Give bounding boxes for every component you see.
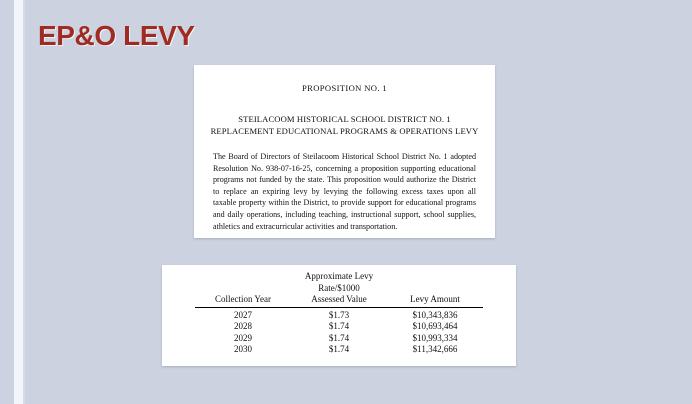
left-stripe-edge bbox=[23, 0, 25, 404]
proposition-subheading-line1: STEILACOOM HISTORICAL SCHOOL DISTRICT NO. 1 bbox=[238, 114, 451, 124]
column-header-collection-year bbox=[195, 271, 291, 307]
column-header-levy-rate-line2: Rate/$1000 bbox=[318, 282, 360, 293]
cell-levy-rate: $1.74 bbox=[328, 344, 350, 354]
cell-collection-year: 2027 bbox=[234, 309, 252, 320]
cell-levy-amount: $11,342,666 bbox=[412, 344, 458, 354]
levy-table-card bbox=[162, 265, 516, 366]
column-header-levy-rate bbox=[291, 271, 387, 307]
proposition-card bbox=[194, 65, 495, 238]
cell-levy-amount: $10,993,334 bbox=[412, 332, 458, 343]
proposition-body-text: The Board of Directors of Steilacoom Historical School District No. 1 adopted Resolution No. 938-07-16-25, concerning a proposition supporting educational programs not funded by the state. This proposition would authorize the District to replace an expiring levy by levying the following excess taxes upon all taxable property within the District, to provide support for educational programs and daily operations, including teaching, instructional support, school supplies, athletics and extracurricular activities and transportation. bbox=[213, 152, 476, 231]
levy-table-head bbox=[195, 271, 483, 307]
table-row bbox=[195, 344, 483, 356]
proposition-subheading-line2: REPLACEMENT EDUCATIONAL PROGRAMS & OPERATIONS LEVY bbox=[210, 126, 479, 136]
column-header-levy-rate-line3: Assessed Value bbox=[311, 294, 367, 304]
cell-levy-amount: $10,343,836 bbox=[412, 309, 458, 320]
column-header-levy-amount-label: Levy Amount bbox=[410, 294, 460, 304]
levy-table-header-row bbox=[195, 271, 483, 307]
cell-levy-rate: $1.74 bbox=[328, 321, 350, 331]
table-row bbox=[195, 307, 483, 321]
table-row bbox=[195, 333, 483, 345]
column-header-collection-year-label: Collection Year bbox=[215, 294, 271, 304]
column-header-levy-amount bbox=[387, 271, 483, 307]
cell-collection-year: 2028 bbox=[234, 321, 252, 331]
left-decorative-stripe bbox=[14, 0, 23, 404]
table-row bbox=[195, 321, 483, 333]
column-header-levy-rate-line1: Approximate Levy bbox=[304, 271, 374, 281]
levy-table bbox=[195, 271, 483, 356]
proposition-subheading bbox=[194, 113, 495, 137]
cell-levy-amount: $10,693,464 bbox=[412, 321, 458, 331]
cell-levy-rate: $1.73 bbox=[328, 309, 350, 320]
levy-table-body bbox=[195, 307, 483, 356]
cell-collection-year: 2030 bbox=[234, 344, 252, 354]
page-title: EP&O LEVY bbox=[38, 20, 195, 51]
proposition-heading: PROPOSITION NO. 1 bbox=[302, 83, 387, 93]
cell-levy-rate: $1.74 bbox=[328, 332, 350, 343]
cell-collection-year: 2029 bbox=[234, 332, 252, 343]
